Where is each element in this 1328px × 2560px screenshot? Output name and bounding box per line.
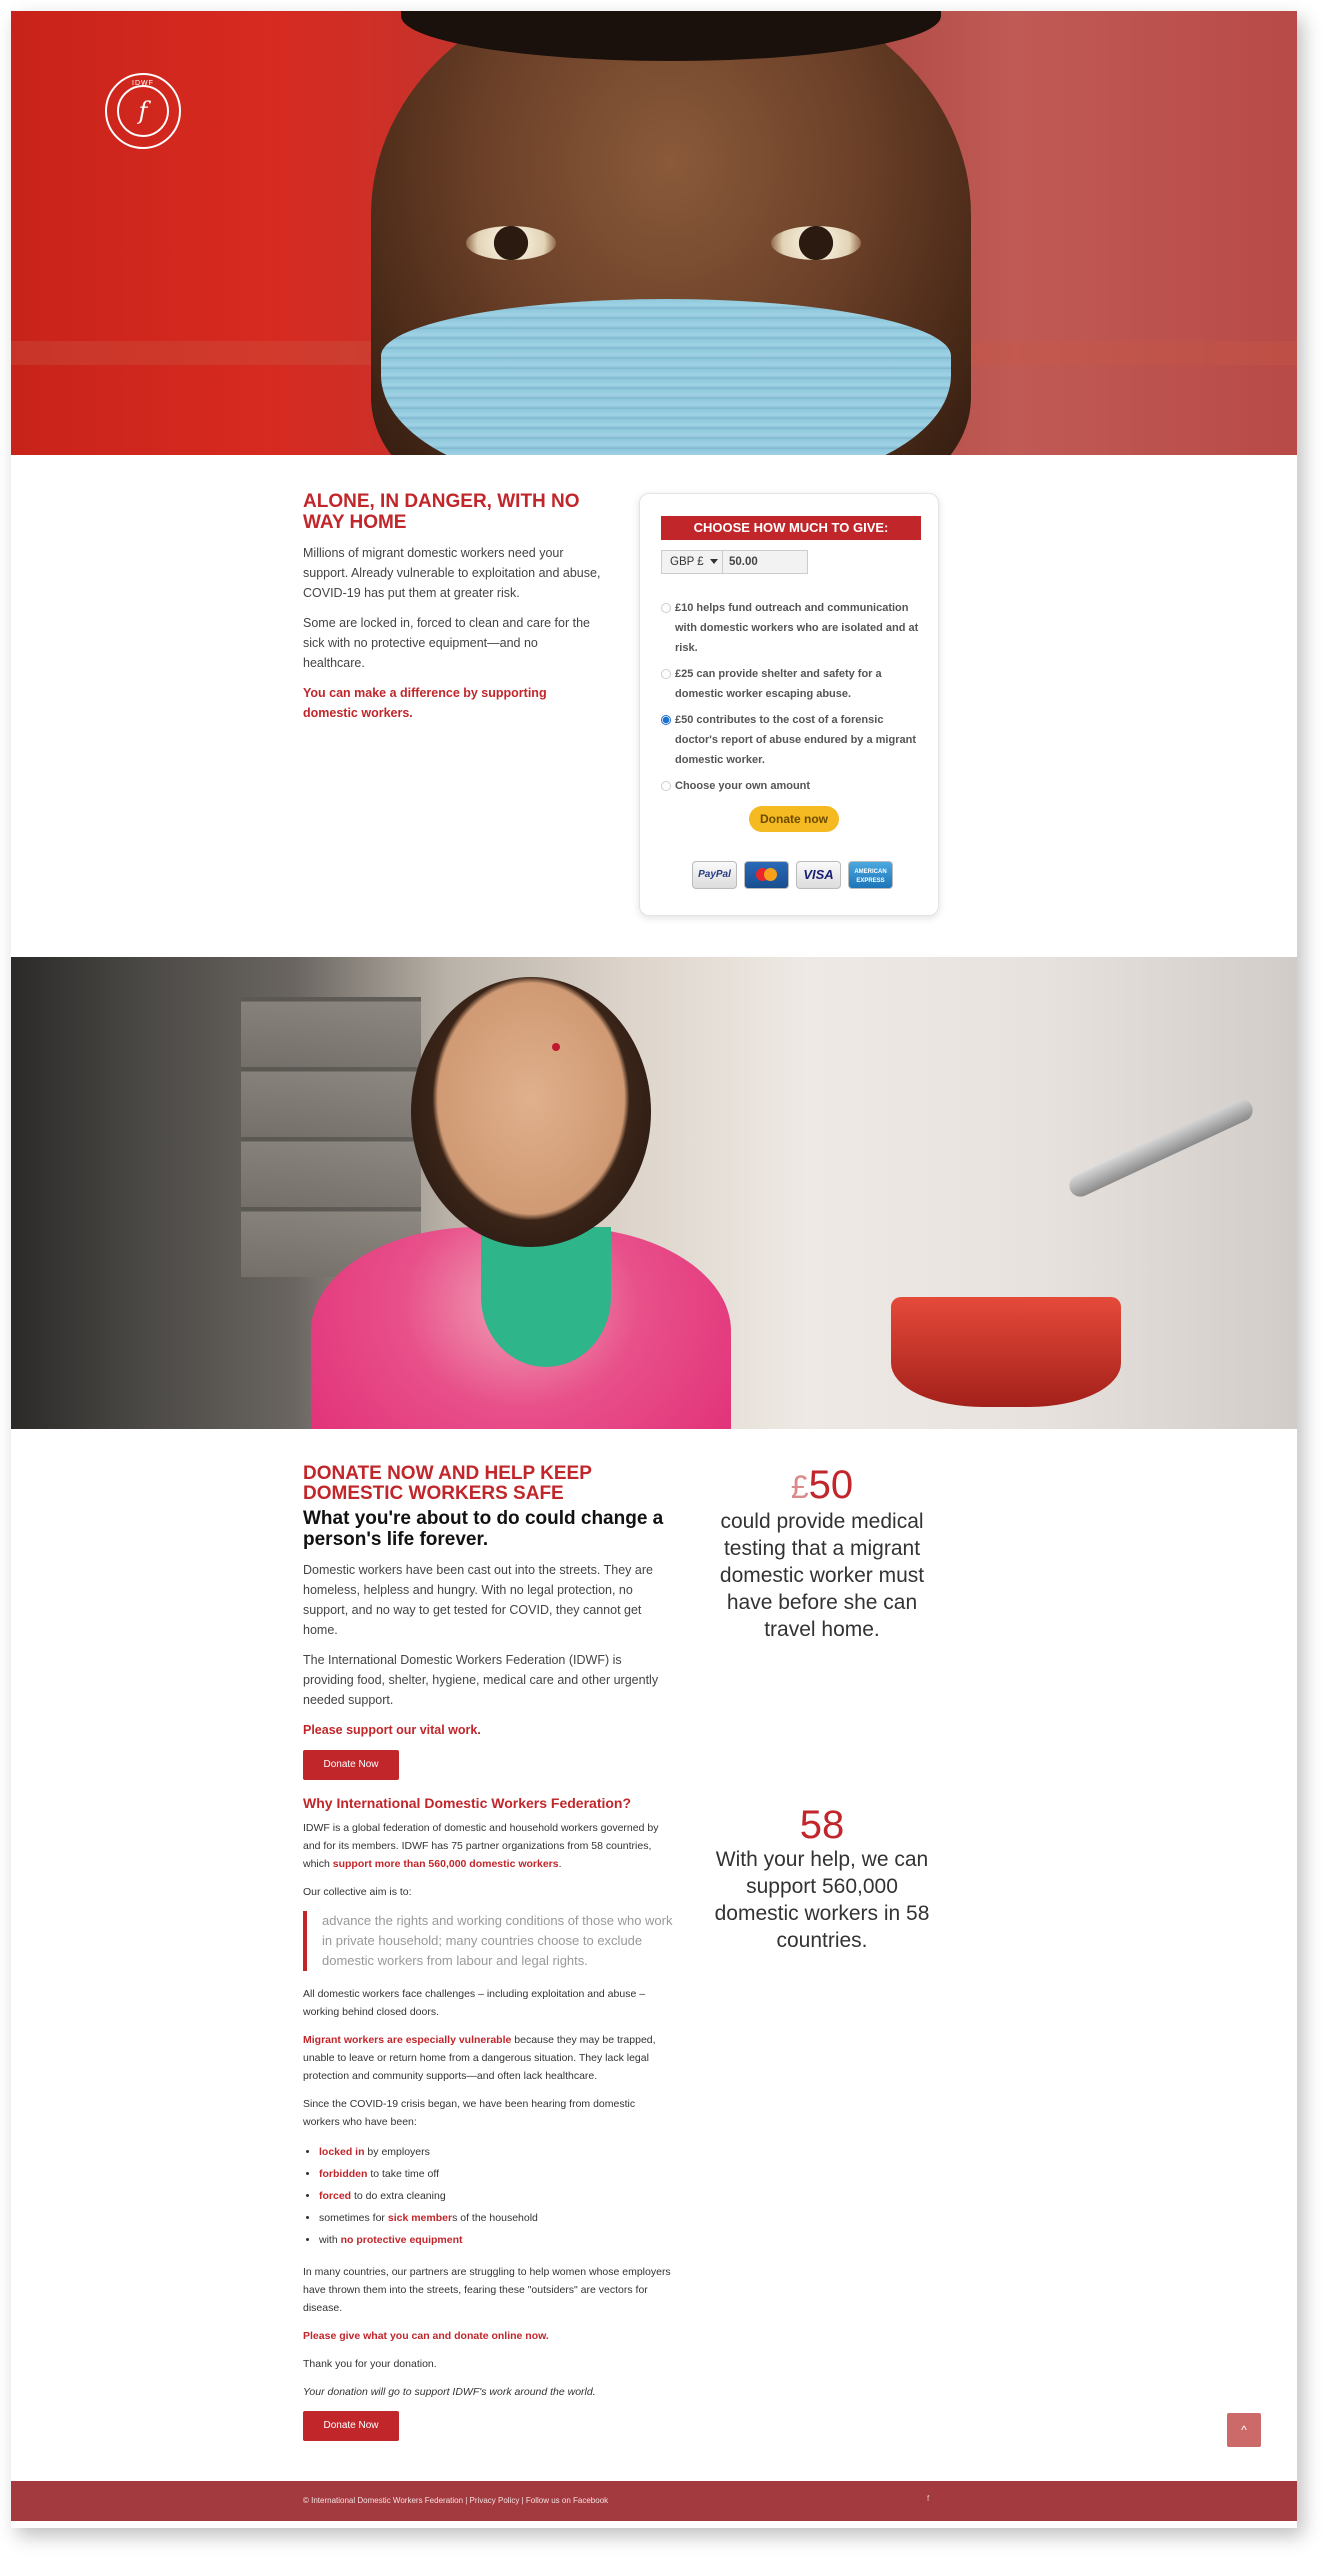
blockquote: advance the rights and working conditions of those who work in private household; many countries choose to exclude domestic workers from labour and legal rights.	[303, 1911, 673, 1971]
amex-icon: AMERICAN EXPRESS	[848, 861, 893, 889]
list-item: • forced to do extra cleaning	[319, 2185, 673, 2207]
radio-button[interactable]	[661, 669, 671, 679]
donation-option-custom[interactable]: Choose your own amount	[661, 776, 926, 796]
list-item: • sometimes for sick members of the household	[319, 2207, 673, 2229]
idwf-logo[interactable]	[105, 73, 181, 149]
donation-form-header: CHOOSE HOW MUCH TO GIVE:	[661, 516, 921, 540]
donation-option-10[interactable]: £10 helps fund outreach and communication with domestic workers who are isolated and at risk.	[661, 598, 926, 658]
payment-methods	[692, 861, 893, 889]
why-heading: Why International Domestic Workers Federation?	[303, 1795, 632, 1811]
donate-subheading: What you're about to do could change a person's life forever.	[303, 1508, 664, 1550]
intro-text	[303, 491, 603, 733]
facebook-icon[interactable]: f	[927, 2494, 930, 2503]
why-paragraph: IDWF is a global federation of domestic and household workers governed by and for its members. IDWF has 75 partner organizations from 58 countries, which support more than 560,000 domestic workers.	[303, 1822, 659, 1870]
list-item: • forbidden to take time off	[319, 2163, 673, 2185]
why-paragraph: In many countries, our partners are struggling to help women whose employers have thrown them into the streets, fearing these "outsiders" are vectors for disease.	[303, 2266, 671, 2314]
why-paragraph: Since the COVID-19 crisis began, we have been hearing from domestic workers who have been:	[303, 2098, 636, 2128]
stat-currency: £	[790, 1469, 809, 1505]
why-paragraph: Thank you for your donation.	[303, 2358, 437, 2370]
donation-option-25[interactable]: £25 can provide shelter and safety for a domestic worker escaping abuse.	[661, 664, 926, 704]
donate-heading: DONATE NOW AND HELP KEEP DOMESTIC WORKERS SAFE	[303, 1463, 592, 1504]
donate-text	[303, 1464, 673, 1780]
stat-number: 50	[808, 1463, 854, 1507]
donate-paragraph: The International Domestic Workers Federation (IDWF) is providing food, shelter, hygiene, medical care and other urgently needed support.	[303, 1653, 659, 1707]
why-paragraph: All domestic workers face challenges – including exploitation and abuse – working behind closed doors.	[303, 1988, 646, 2018]
list-item: • with no protective equipment	[319, 2229, 673, 2251]
why-callout: Please give what you can and donate online now.	[303, 2330, 549, 2342]
stat-50	[711, 1464, 933, 1643]
why-note: Your donation will go to support IDWF's work around the world.	[303, 2386, 596, 2398]
chevron-up-icon: ^	[1241, 2423, 1247, 2437]
donate-callout: Please support our vital work.	[303, 1723, 481, 1737]
donate-now-button[interactable]: Donate now	[749, 806, 839, 832]
stat-number: 58	[799, 1803, 845, 1847]
face-mask	[381, 299, 951, 455]
domestic-worker-photo	[11, 957, 1297, 1429]
logo-text: IDWF	[132, 80, 154, 87]
intro-paragraph: Some are locked in, forced to clean and care for the sick with no protective equipment—and no healthcare.	[303, 616, 590, 670]
stat-58	[711, 1804, 933, 1954]
visa-icon: VISA	[796, 861, 841, 889]
donate-now-button[interactable]: Donate Now	[303, 1750, 399, 1780]
logo-glyph: f	[138, 97, 148, 125]
donation-option-50[interactable]: £50 contributes to the cost of a forensic doctor's report of abuse endured by a migrant domestic worker.	[661, 710, 926, 770]
impact-list	[319, 2141, 673, 2251]
intro-heading: ALONE, IN DANGER, WITH NO WAY HOME	[303, 491, 580, 533]
donate-paragraph: Domestic workers have been cast out into the streets. They are homeless, helpless and hungry. With no legal protection, no support, and no way to get tested for COVID, they cannot get home.	[303, 1563, 653, 1637]
donation-form	[639, 493, 939, 916]
footer	[11, 2481, 1297, 2521]
stat-text: could provide medical testing that a migrant domestic worker must have before she can travel home.	[719, 1510, 925, 1641]
radio-button-selected[interactable]	[661, 715, 671, 725]
donate-now-button[interactable]: Donate Now	[303, 2411, 399, 2441]
why-idwf	[303, 1795, 673, 2441]
paypal-icon: PayPal	[692, 861, 737, 889]
intro-section	[11, 455, 1297, 957]
hero-image	[11, 11, 1297, 455]
list-item: • locked in by employers	[319, 2141, 673, 2163]
radio-button[interactable]	[661, 781, 671, 791]
why-paragraph: Our collective aim is to:	[303, 1886, 412, 1898]
stat-text: With your help, we can support 560,000 domestic workers in 58 countries.	[714, 1848, 930, 1952]
why-paragraph: Migrant workers are especially vulnerable because they may be trapped, unable to leave or return home from a dangerous situation. They lack legal protection and community supports—and often lack healthcare.	[303, 2034, 656, 2082]
amount-row	[661, 550, 808, 574]
radio-button[interactable]	[661, 603, 671, 613]
currency-select[interactable]: GBP £	[661, 550, 723, 574]
intro-paragraph: Millions of migrant domestic workers need your support. Already vulnerable to exploitation and abuse, COVID-19 has put them at greater risk.	[303, 546, 601, 600]
mastercard-icon	[744, 861, 789, 889]
page	[11, 11, 1297, 2528]
chevron-down-icon	[710, 559, 718, 564]
amount-input[interactable]: 50.00	[723, 550, 808, 574]
donate-section	[11, 1429, 1297, 2492]
footer-links[interactable]: © International Domestic Workers Federation | Privacy Policy | Follow us on Facebook	[303, 2496, 609, 2505]
scroll-to-top-button[interactable]	[1227, 2413, 1261, 2447]
intro-callout: You can make a difference by supporting domestic workers.	[303, 686, 547, 720]
